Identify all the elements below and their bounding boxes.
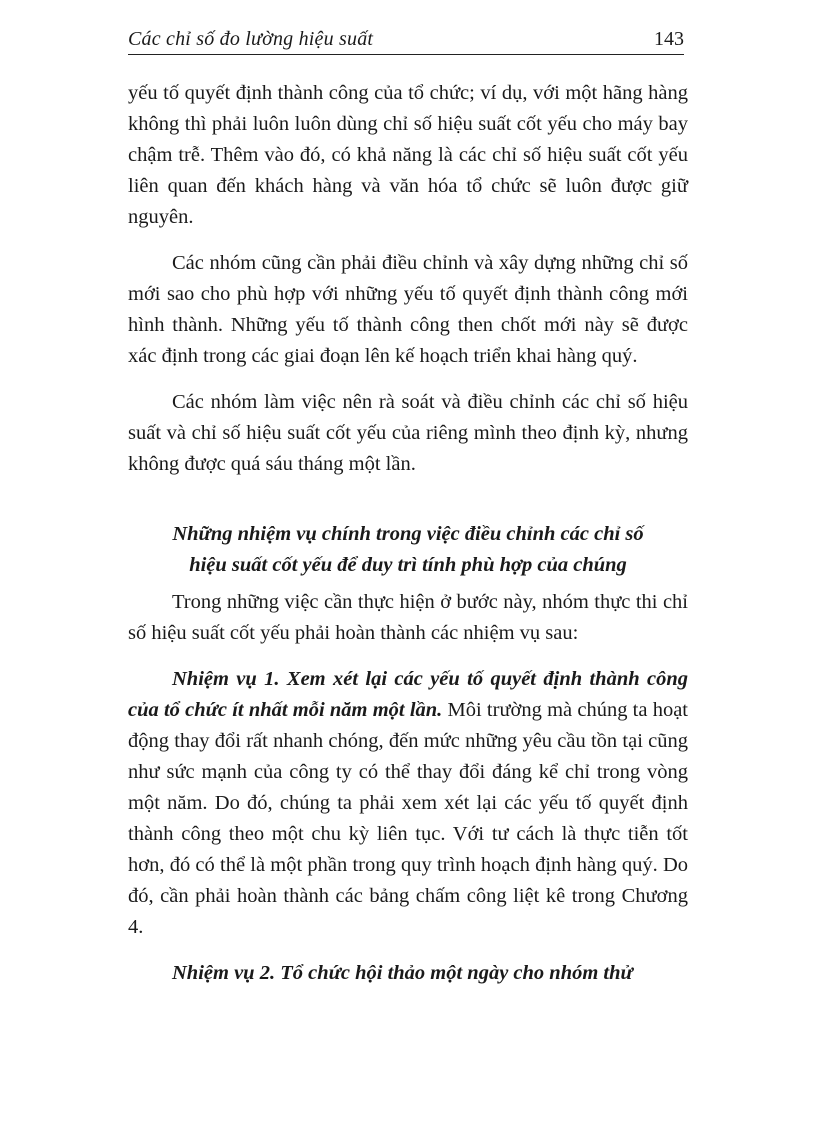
task-2 (128, 958, 688, 989)
paragraph-adjust-indicators: Các nhóm cũng cần phải điều chỉnh và xây dựng những chỉ số mới sao cho phù hợp với những yếu tố quyết định thành công mới hình thành. Những yếu tố thành công then chốt mới này sẽ được xác định trong các giai đoạn lên kế hoạch triển khai hàng quý. (128, 252, 688, 367)
section-heading-line-1: Những nhiệm vụ chính trong việc điều chỉnh các chỉ số (172, 523, 644, 545)
section-intro: Trong những việc cần thực hiện ở bước này, nhóm thực thi chỉ số hiệu suất cốt yếu phải hoàn thành các nhiệm vụ sau: (128, 591, 688, 644)
page-header (128, 26, 684, 55)
task-1 (128, 664, 688, 943)
running-title: Các chỉ số đo lường hiệu suất (128, 28, 374, 50)
paragraph-review-frequency: Các nhóm làm việc nên rà soát và điều chỉnh các chỉ số hiệu suất và chỉ số hiệu suất cốt yếu của riêng mình theo định kỳ, nhưng không được quá sáu tháng một lần. (128, 391, 688, 475)
section-heading-line-2: hiệu suất cốt yếu để duy trì tính phù hợp của chúng (189, 554, 627, 576)
paragraph-continued: yếu tố quyết định thành công của tổ chức; ví dụ, với một hãng hàng không thì phải luôn luôn dùng chỉ số hiệu suất cốt yếu cho máy bay chậm trễ. Thêm vào đó, có khả năng là các chỉ số hiệu suất cốt yếu liên quan đến khách hàng và văn hóa tổ chức sẽ luôn được giữ nguyên. (128, 82, 688, 228)
task-1-body: Môi trường mà chúng ta hoạt động thay đổi rất nhanh chóng, đến mức những yêu cầu tồn tại cũng như sức mạnh của công ty có thể thay đổi đáng kể chỉ trong vòng một năm. Do đó, chúng ta phải xem xét lại các yếu tố quyết định thành công theo một chu kỳ liên tục. Với tư cách là thực tiễn tốt hơn, đó có thể là một phần trong quy trình hoạch định hàng quý. Do đó, cần phải hoàn thành các bảng chấm công liệt kê trong Chương 4. (128, 699, 688, 938)
task-2-title: Nhiệm vụ 2. Tổ chức hội thảo một ngày cho nhóm thử (172, 962, 633, 984)
section-heading (128, 519, 688, 581)
page-number: 143 (654, 28, 684, 50)
page-body (128, 78, 688, 989)
task-1-title: Nhiệm vụ 1. Xem xét lại các yếu tố quyết định thành công của tổ chức ít nhất mỗi năm một lần. (128, 668, 688, 721)
